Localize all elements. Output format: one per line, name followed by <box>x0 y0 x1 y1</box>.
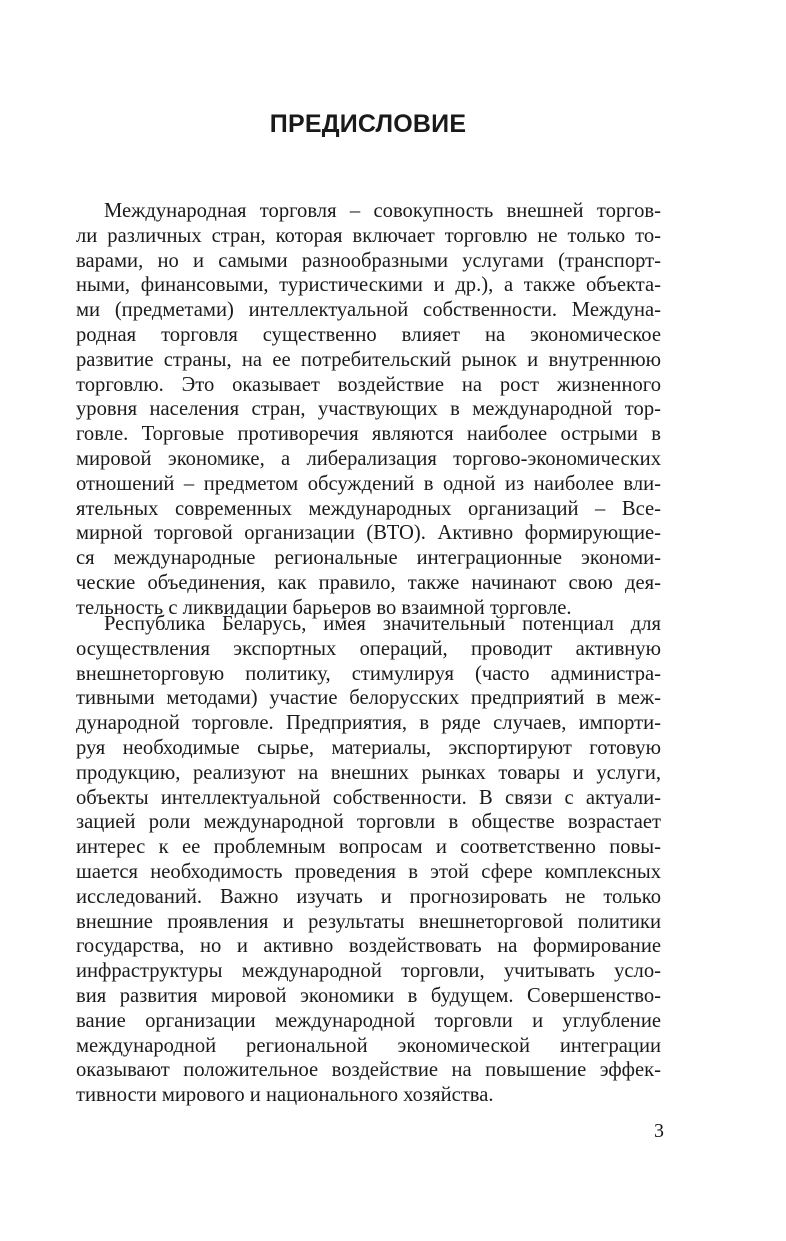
text-line: исследований. Важно изучать и прогнозировать не только <box>76 885 661 908</box>
text-line: осуществления экспортных операций, проводит активную <box>76 637 661 660</box>
text-line: руя необходимые сырье, материалы, экспортируют готовую <box>76 736 661 759</box>
text-line: шается необходимость проведения в этой сфере комплексных <box>76 860 661 883</box>
text-line: родная торговля существенно влияет на экономическое <box>76 323 661 346</box>
text-line: уровня населения стран, участвующих в международной тор- <box>76 398 661 421</box>
text-line: вия развития мировой экономики в будущем. Совершенство- <box>76 984 661 1007</box>
paragraph-1 <box>76 199 661 621</box>
text-line: отношений – предметом обсуждений в одной из наиболее вли- <box>76 472 661 495</box>
text-line: Международная торговля – совокупность внешней торгов- <box>104 200 661 222</box>
text-line: развитие страны, на ее потребительский рынок и внутреннюю <box>76 348 661 371</box>
text-line: тивными методами) участие белорусских предприятий в меж- <box>76 687 661 710</box>
text-line: объекты интеллектуальной собственности. В связи с актуали- <box>76 786 661 809</box>
text-line: ми (предметами) интеллектуальной собственности. Междуна- <box>76 299 661 322</box>
text-line: зацией роли международной торговли в обществе возрастает <box>76 811 661 834</box>
text-line: внешние проявления и результаты внешнеторговой политики <box>76 910 661 933</box>
text-line: тивности мирового и национального хозяйства. <box>76 1084 494 1107</box>
text-line: инфраструктуры международной торговли, учитывать усло- <box>76 960 661 983</box>
text-line: ятельных современных международных организаций – Все- <box>76 497 661 520</box>
page-number: 3 <box>654 1120 664 1142</box>
text-line: международной региональной экономической интеграции <box>76 1034 661 1057</box>
text-line: государства, но и активно воздействовать на формирование <box>76 935 661 958</box>
paragraph-2 <box>76 612 661 1108</box>
text-line: тельность с ликвидации барьеров во взаимной торговле. <box>76 596 572 619</box>
text-line: ли различных стран, которая включает торговлю не только то- <box>76 224 661 247</box>
text-line: Республика Беларусь, имея значительный потенциал для <box>104 613 661 635</box>
text-line: продукцию, реализуют на внешних рынках товары и услуги, <box>76 761 661 784</box>
text-line: варами, но и самыми разнообразными услугами (транспорт- <box>76 249 661 272</box>
text-line: интерес к ее проблемным вопросам и соответственно повы- <box>76 836 661 859</box>
text-line: торговлю. Это оказывает воздействие на рост жизненного <box>76 373 661 396</box>
text-line: говле. Торговые противоречия являются наиболее острыми в <box>76 423 661 446</box>
text-line: ными, финансовыми, туристическими и др.), а также объекта- <box>76 274 661 297</box>
text-line: оказывают положительное воздействие на повышение эффек- <box>76 1059 661 1082</box>
text-line: мировой экономике, а либерализация торгово-экономических <box>76 447 661 470</box>
text-line: ся международные региональные интеграционные экономи- <box>76 547 661 570</box>
text-line: мирной торговой организации (ВТО). Активно формирующие- <box>76 522 661 545</box>
text-line: внешнеторговую политику, стимулируя (часто администра- <box>76 662 661 685</box>
text-line: дународной торговле. Предприятия, в ряде случаев, импорти- <box>76 712 661 735</box>
page-title: ПРЕДИСЛОВИЕ <box>269 110 467 138</box>
text-line: вание организации международной торговли и углубление <box>76 1009 661 1032</box>
text-line: ческие объединения, как правило, также начинают свою дея- <box>76 571 661 594</box>
